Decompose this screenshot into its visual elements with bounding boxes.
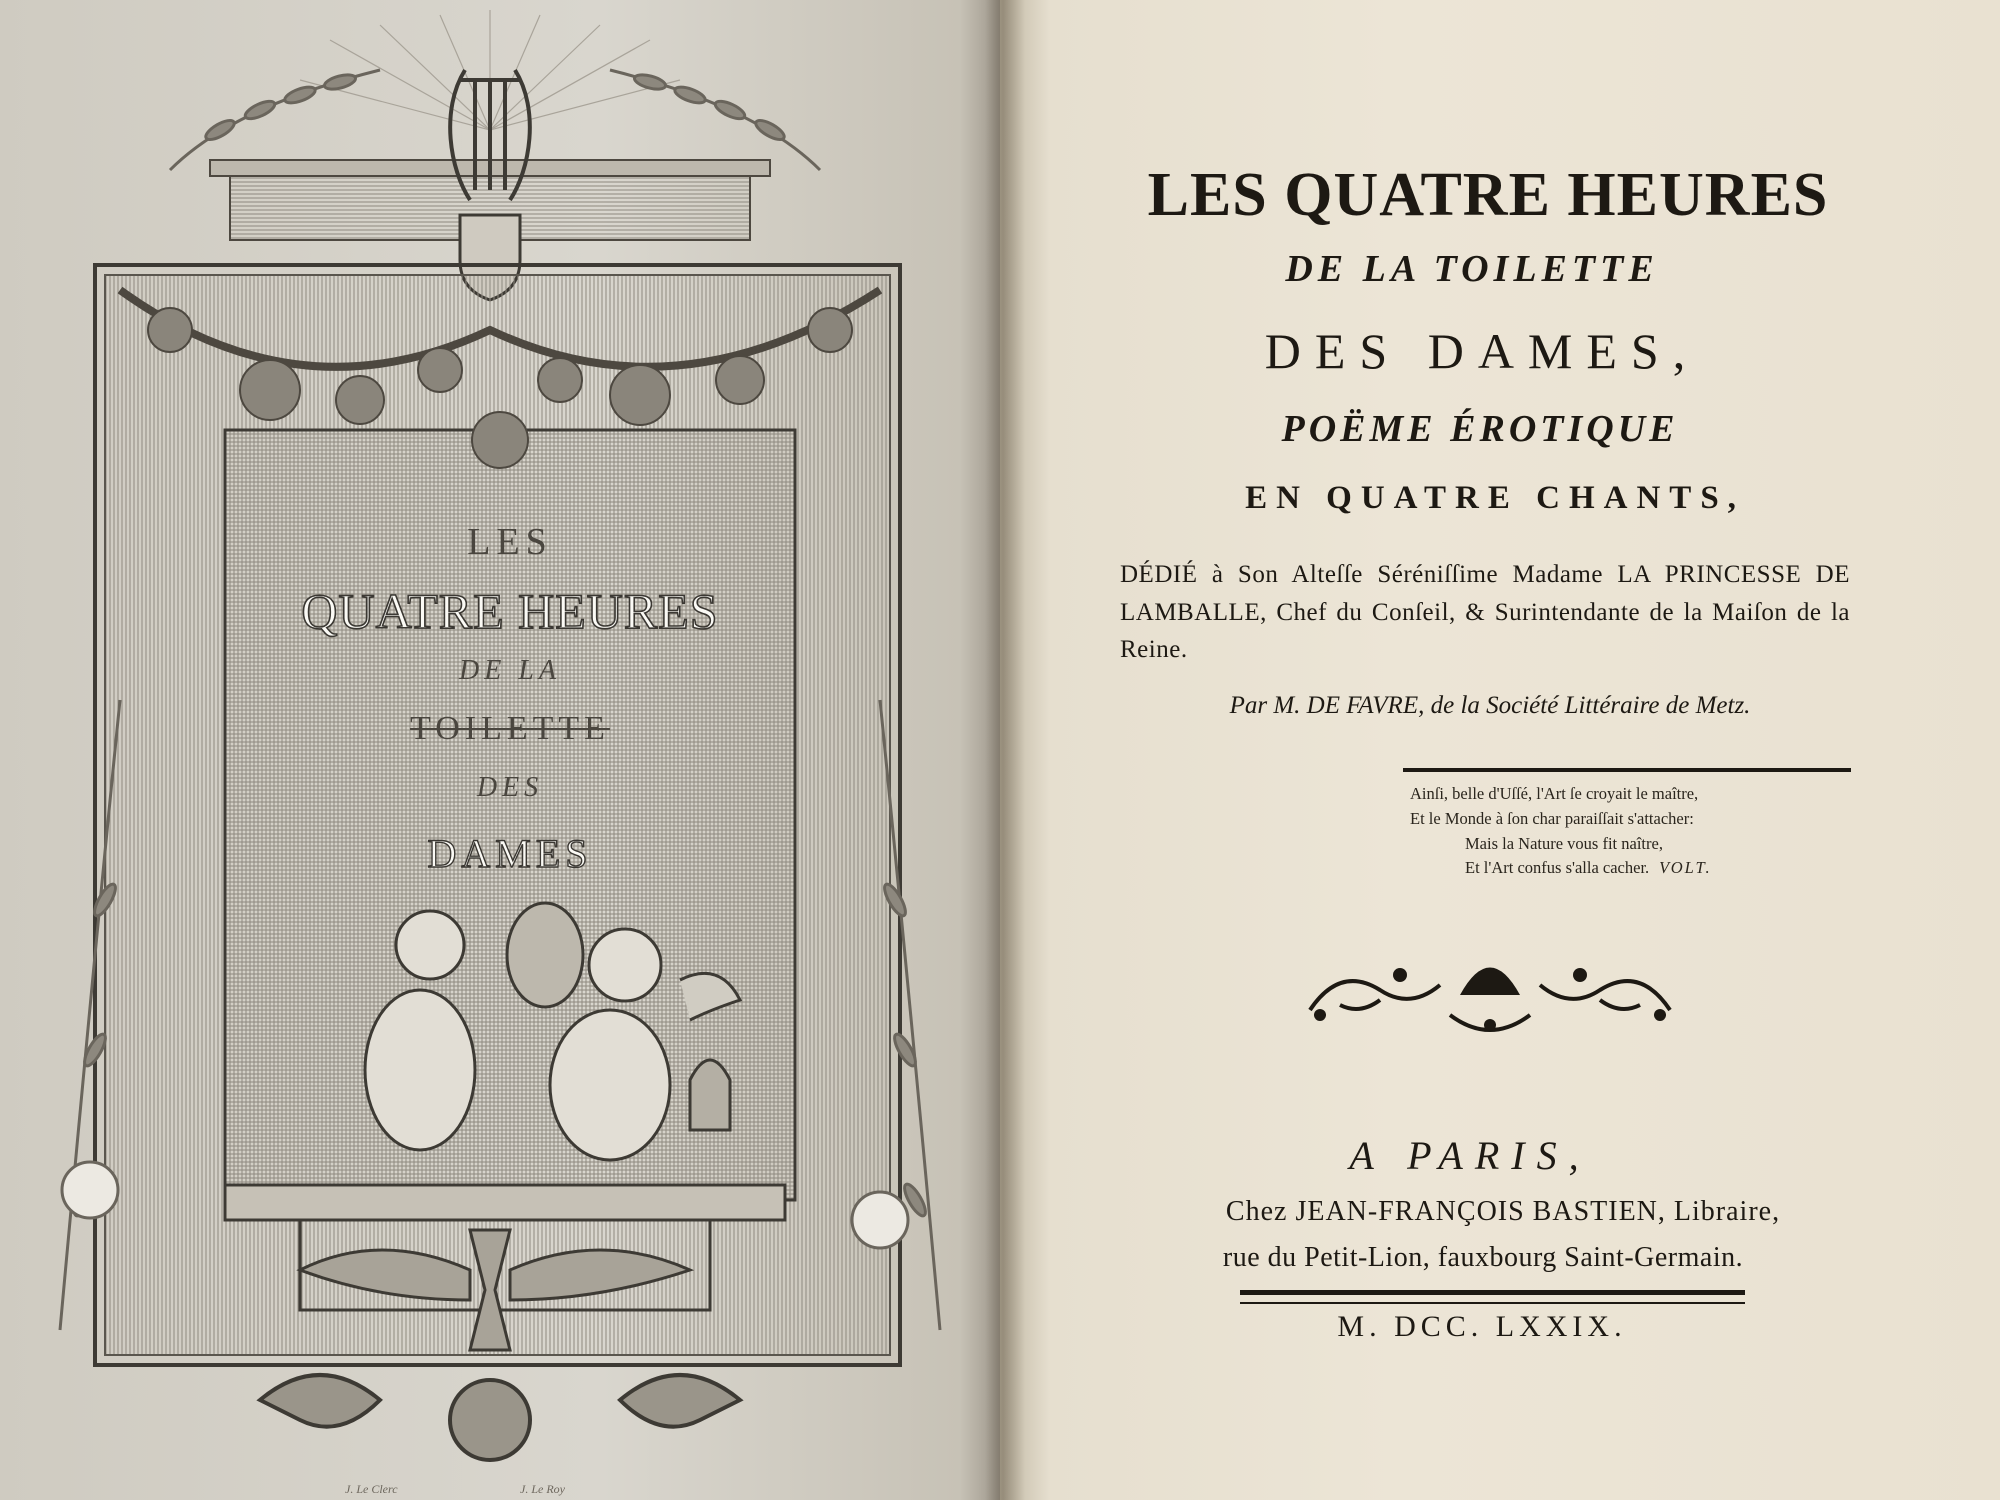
- publisher-line: Chez JEAN-FRANÇOIS BASTIEN, Libraire,: [1225, 1196, 1781, 1227]
- epigraph-line: Ainſi, belle d'Uſſé, l'Art ſe croyait le maître,: [1410, 784, 1699, 803]
- frontispiece-line-dames: DAMES: [427, 831, 593, 876]
- printers-ornament: [1300, 945, 1680, 1035]
- engraver-credit-right: J. Le Roy: [520, 1482, 565, 1496]
- book-gutter: [985, 0, 1025, 1500]
- epigraph-line-last: [1410, 856, 1712, 881]
- frontispiece-line-les: LES: [467, 521, 553, 563]
- imprint-rule: [1240, 1290, 1745, 1304]
- engraver-credit-left: J. Le Clerc: [345, 1482, 398, 1496]
- frontispiece-line-toilette: TOILETTE: [410, 710, 610, 747]
- book-genre: POËME ÉROTIQUE: [1281, 408, 1679, 450]
- book-parts: EN QUATRE CHANTS,: [1245, 480, 1745, 516]
- epigraph-attribution: VOLT.: [1659, 858, 1712, 878]
- book-subtitle: DE LA TOILETTE: [1285, 248, 1659, 290]
- place-of-publication: A PARIS,: [1349, 1133, 1591, 1178]
- bottom-scrolls: [260, 1375, 740, 1460]
- frontispiece-line-de-la: DE LA: [459, 655, 561, 686]
- title-page: [1000, 0, 2000, 1500]
- epigraph-line: Et le Monde à ſon char paraiſſait s'attacher:: [1410, 808, 1694, 828]
- epigraph: [1410, 782, 1712, 881]
- author-line: Par M. DE FAVRE, de la Société Littéraire de Metz.: [1229, 692, 1751, 719]
- publication-date: M. DCC. LXXIX.: [1337, 1310, 1627, 1343]
- frontispiece-line-quatre-heures: QUATRE HEURES: [301, 583, 719, 639]
- dedication: DÉDIÉ à Son Alteſſe Séréniſſime Madame LA PRINCESSE DE LAMBALLE, Chef du Conſeil, & Surintendante de la Maiſon de la Reine.: [1120, 561, 1850, 663]
- book-title: LES QUATRE HEURES: [1147, 161, 1829, 229]
- book-subtitle-dames: DES DAMES,: [1264, 323, 1700, 379]
- epigraph-line: Mais la Nature vous fit naître,: [1465, 833, 1663, 853]
- epigraph-rule: [1403, 768, 1851, 772]
- frontispiece-line-des: DES: [476, 772, 544, 803]
- epigraph-line: Et l'Art confus s'alla cacher.: [1465, 858, 1650, 878]
- publisher-address: rue du Petit-Lion, fauxbourg Saint-Germain.: [1222, 1242, 1744, 1273]
